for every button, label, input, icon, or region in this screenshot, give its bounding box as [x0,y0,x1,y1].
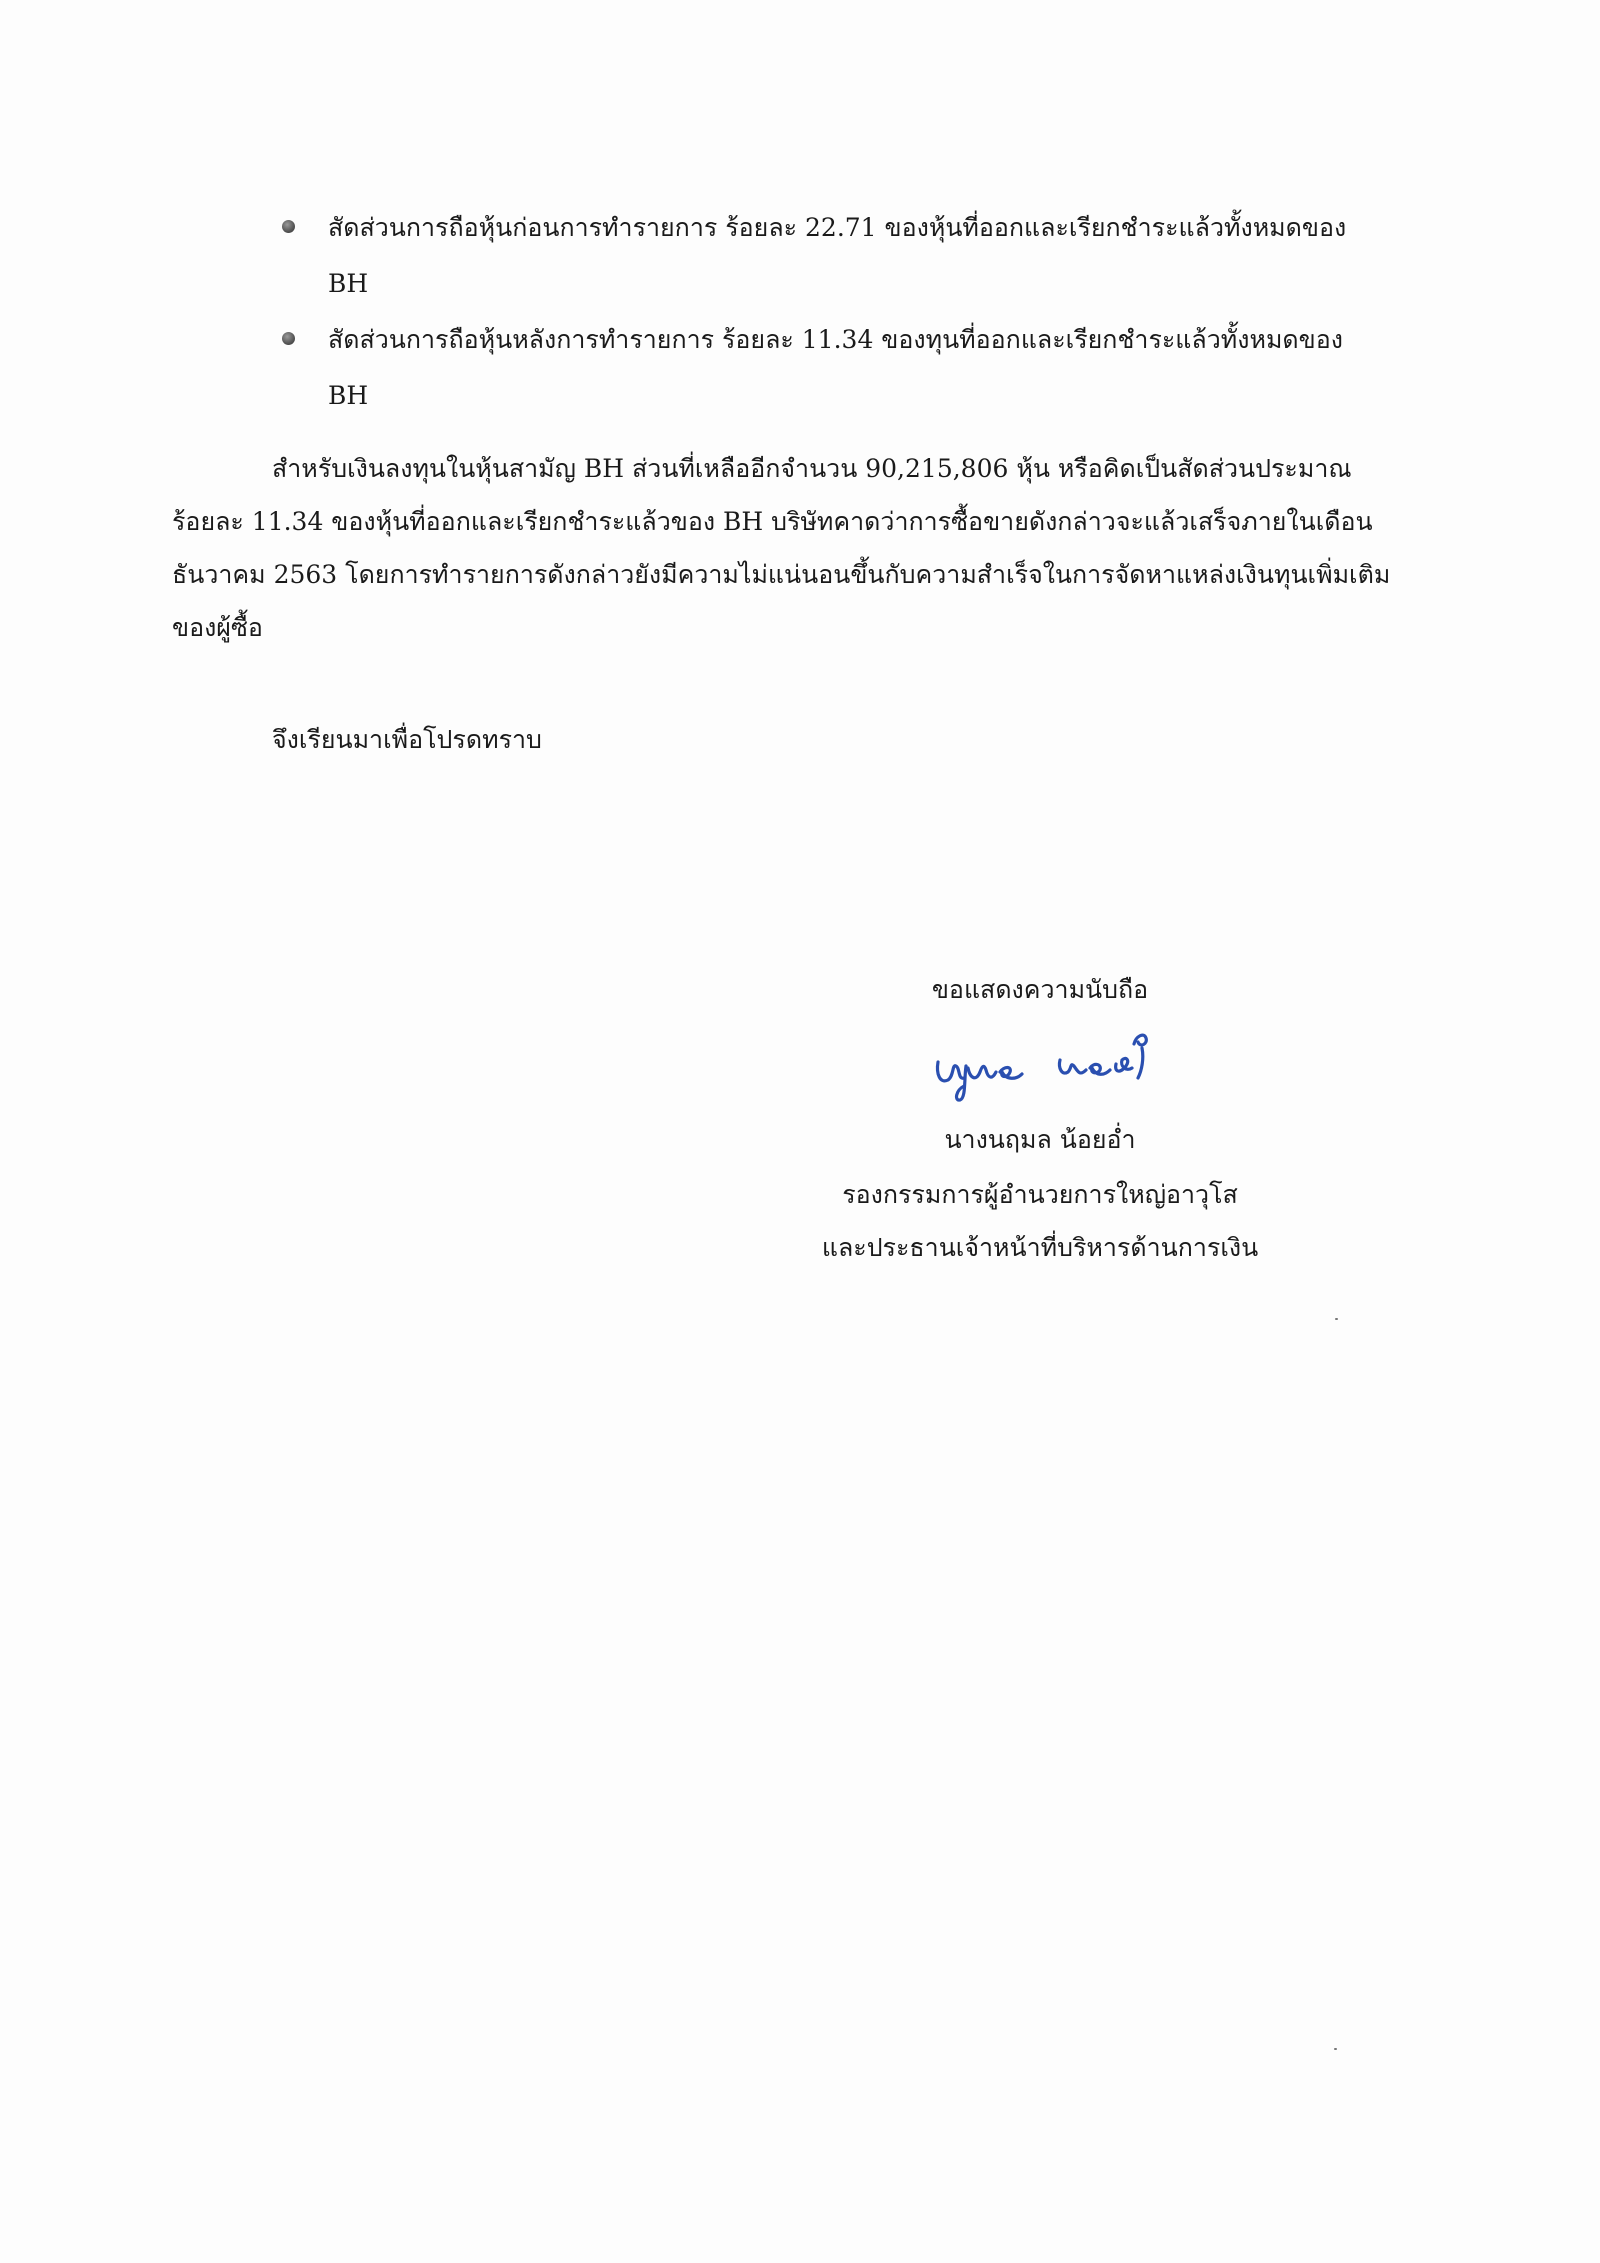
signer-name: นางนฤมล น้อยอ่ำ [944,1125,1136,1154]
handwritten-signature [930,1022,1180,1102]
bullet-text-continued: BH [328,381,369,410]
closing-line: จึงเรียนมาเพื่อโปรดทราบ [272,725,542,754]
paragraph-line: ของผู้ซื้อ [172,613,263,642]
paragraph-line: ร้อยละ 11.34 ของหุ้นที่ออกและเรียกชำระแล้วของ BH บริษัทคาดว่าการซื้อขายดังกล่าวจะแล้วเสร็จภายในเดือน [172,507,1373,536]
paragraph-line: สำหรับเงินลงทุนในหุ้นสามัญ BH ส่วนที่เหลืออีกจำนวน 90,215,806 หุ้น หรือคิดเป็นสัดส่วนประมาณ [272,454,1352,483]
signer-title: รองกรรมการผู้อำนวยการใหญ่อาวุโส [842,1180,1238,1209]
scan-speck [1334,2048,1337,2050]
bullet-text-continued: BH [328,269,369,298]
bullet-text: สัดส่วนการถือหุ้นก่อนการทำรายการ ร้อยละ 22.71 ของหุ้นที่ออกและเรียกชำระแล้วทั้งหมดของ [328,213,1347,242]
scan-speck [1335,1318,1338,1320]
bullet-dot [282,332,295,345]
bullet-text: สัดส่วนการถือหุ้นหลังการทำรายการ ร้อยละ 11.34 ของทุนที่ออกและเรียกชำระแล้วทั้งหมดของ [328,325,1343,354]
paragraph-line: ธันวาคม 2563 โดยการทำรายการดังกล่าวยังมีความไม่แน่นอนขึ้นกับความสำเร็จในการจัดหาแหล่งเงินทุนเพิ่มเติม [172,560,1391,589]
body-paragraph [172,442,1402,654]
regards-line: ขอแสดงความนับถือ [931,975,1149,1004]
bullet-dot [282,220,295,233]
signer-title-continued: และประธานเจ้าหน้าที่บริหารด้านการเงิน [821,1233,1259,1262]
